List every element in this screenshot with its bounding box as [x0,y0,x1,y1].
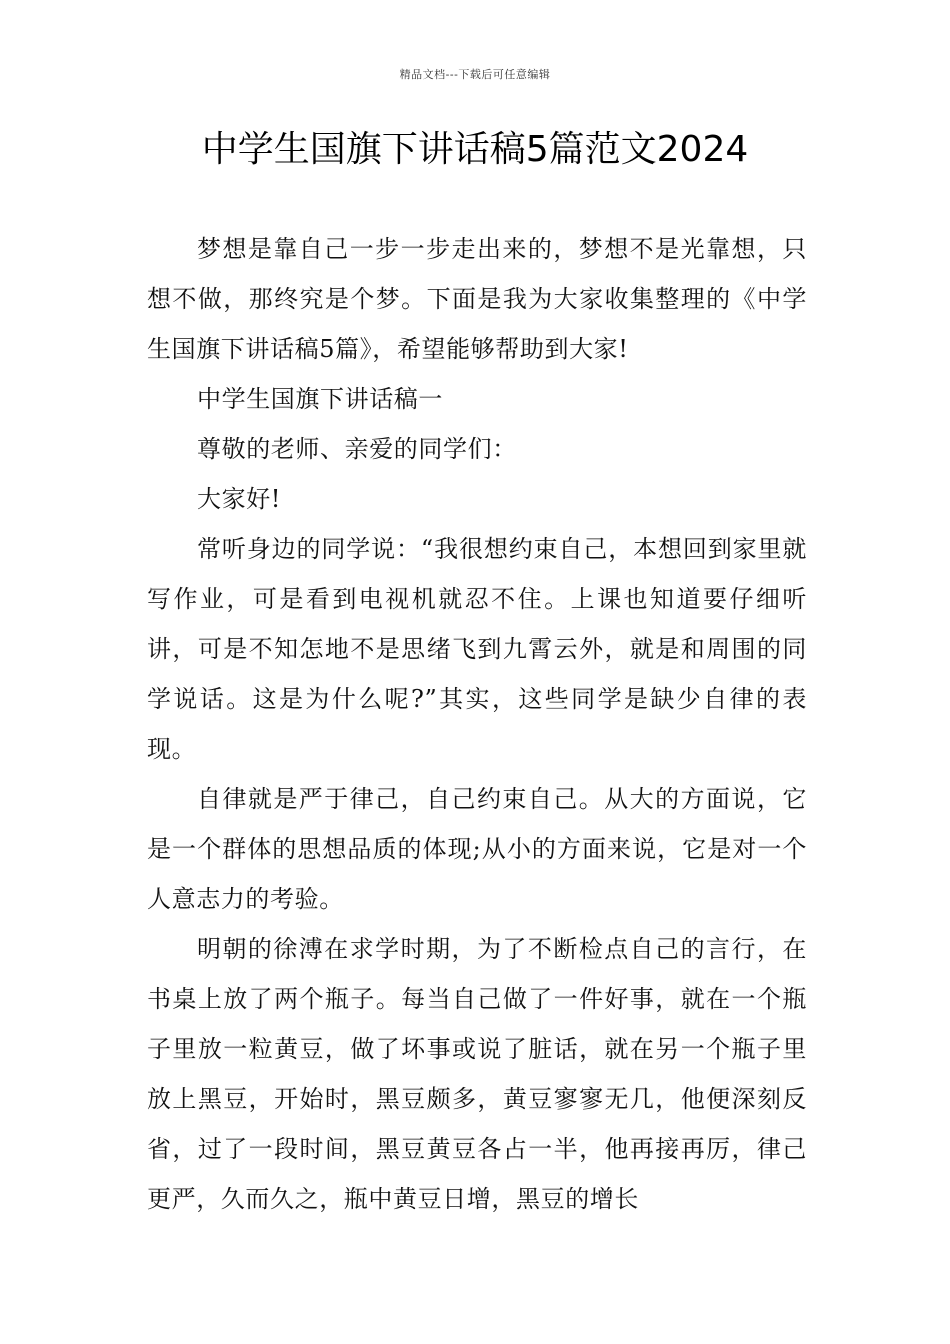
paragraph-intro: 梦想是靠自己一步一步走出来的，梦想不是光靠想，只想不做，那终究是个梦。下面是我为大家收集整理的《中学生国旗下讲话稿5篇》，希望能够帮助到大家! [147,235,807,363]
paragraph-section-heading: 中学生国旗下讲话稿一 [197,385,443,413]
paragraph-salutation: 尊敬的老师、亲爱的同学们： [197,435,517,463]
document-title: 中学生国旗下讲话稿5篇范文2024 [201,129,749,170]
document-body [147,224,807,1224]
paragraph-body: 自律就是严于律己，自己约束自己。从大的方面说，它是一个群体的思想品质的体现;从小的方面来说，它是对一个人意志力的考验。 [147,785,807,913]
header-note: 精品文档---下载后可任意编辑 [399,68,551,81]
paragraph-body: 常听身边的同学说：“我很想约束自己，本想回到家里就写作业，可是看到电视机就忍不住。上课也知道要仔细听讲，可是不知怎地不是思绪飞到九霄云外，就是和周围的同学说话。这是为什么呢?”其实，这些同学是缺少自律的表现。 [147,535,807,763]
paragraph-body: 明朝的徐溥在求学时期，为了不断检点自己的言行，在书桌上放了两个瓶子。每当自己做了一件好事，就在一个瓶子里放一粒黄豆，做了坏事或说了脏话，就在另一个瓶子里放上黑豆，开始时，黑豆颇多，黄豆寥寥无几，他便深刻反省，过了一段时间，黑豆黄豆各占一半，他再接再厉，律己更严，久而久之，瓶中黄豆日增，黑豆的增长 [147,935,807,1213]
paragraph-greeting: 大家好! [197,485,282,513]
